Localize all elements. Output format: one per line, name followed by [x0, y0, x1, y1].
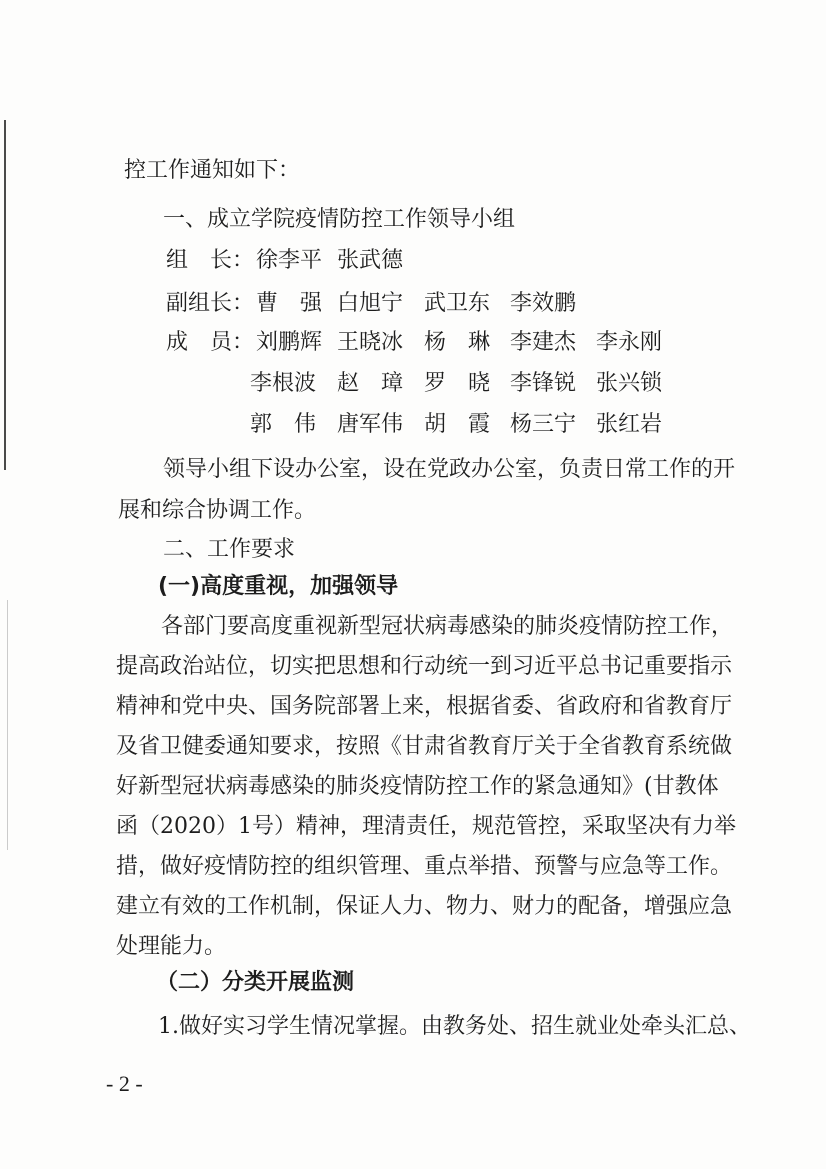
deputy-name: 武卫东 — [424, 291, 491, 316]
leader-name: 徐李平 — [256, 248, 323, 273]
item1-line: 1.做好实习学生情况掌握。由教务处、招生就业处牵头汇总、 — [158, 1014, 751, 1039]
sub1-heading: (一)高度重视，加强领导 — [158, 574, 399, 599]
section1-heading: 一、成立学院疫情防控工作领导小组 — [163, 207, 516, 232]
member-name: 张红岩 — [596, 412, 663, 437]
member-name: 李根波 — [250, 371, 317, 396]
member-name: 杨 琳 — [424, 330, 491, 355]
members-label: 成 员： — [166, 330, 255, 355]
office-line-2: 展和综合协调工作。 — [118, 498, 317, 523]
deputy-name: 曹 强 — [256, 291, 323, 316]
member-name: 张兴锁 — [596, 371, 663, 396]
leader-name: 张武德 — [337, 248, 404, 273]
member-name: 赵 璋 — [337, 371, 404, 396]
office-line-1: 领导小组下设办公室，设在党政办公室，负责日常工作的开 — [163, 457, 736, 482]
member-name: 罗 晓 — [424, 371, 491, 396]
scan-edge-shadow — [4, 120, 6, 470]
para1-line-5: 好新型冠状病毒感染的肺炎疫情防控工作的紧急通知》(甘教体 — [116, 774, 719, 799]
intro-line: 控工作通知如下： — [124, 158, 301, 183]
member-name: 王晓冰 — [337, 330, 404, 355]
para1-line-2: 提高政治站位，切实把思想和行动统一到习近平总书记重要指示 — [116, 654, 733, 679]
member-name: 刘鹏辉 — [256, 330, 323, 355]
member-name: 郭 伟 — [250, 412, 317, 437]
para1-line-8: 建立有效的工作机制，保证人力、物力、财力的配备，增强应急 — [116, 894, 733, 919]
member-name: 李建杰 — [510, 330, 577, 355]
para1-line-6: 函（2020）1号）精神，理清责任，规范管控，采取坚决有力举 — [116, 814, 736, 839]
deputy-label: 副组长： — [166, 291, 255, 316]
member-name: 杨三宁 — [510, 412, 577, 437]
para1-line-9: 处理能力。 — [116, 934, 227, 959]
section2-heading: 二、工作要求 — [163, 537, 296, 562]
member-name: 李锋锐 — [510, 371, 577, 396]
deputy-name: 白旭宁 — [337, 291, 404, 316]
para1-line-4: 及省卫健委通知要求，按照《甘肃省教育厅关于全省教育系统做 — [116, 734, 733, 759]
sub2-heading: （二）分类开展监测 — [156, 970, 355, 995]
page-number: - 2 - — [106, 1071, 143, 1096]
member-name: 胡 霞 — [424, 412, 491, 437]
scan-edge-shadow-lower — [7, 600, 8, 850]
deputy-name: 李效鹏 — [510, 291, 577, 316]
para1-line-7: 措，做好疫情防控的组织管理、重点举措、预警与应急等工作。 — [116, 854, 733, 879]
member-name: 唐军伟 — [337, 412, 404, 437]
leader-label: 组 长： — [166, 248, 255, 273]
para1-line-1: 各部门要高度重视新型冠状病毒感染的肺炎疫情防控工作， — [161, 614, 734, 639]
para1-line-3: 精神和党中央、国务院部署上来，根据省委、省政府和省教育厅 — [116, 694, 733, 719]
member-name: 李永刚 — [596, 330, 663, 355]
